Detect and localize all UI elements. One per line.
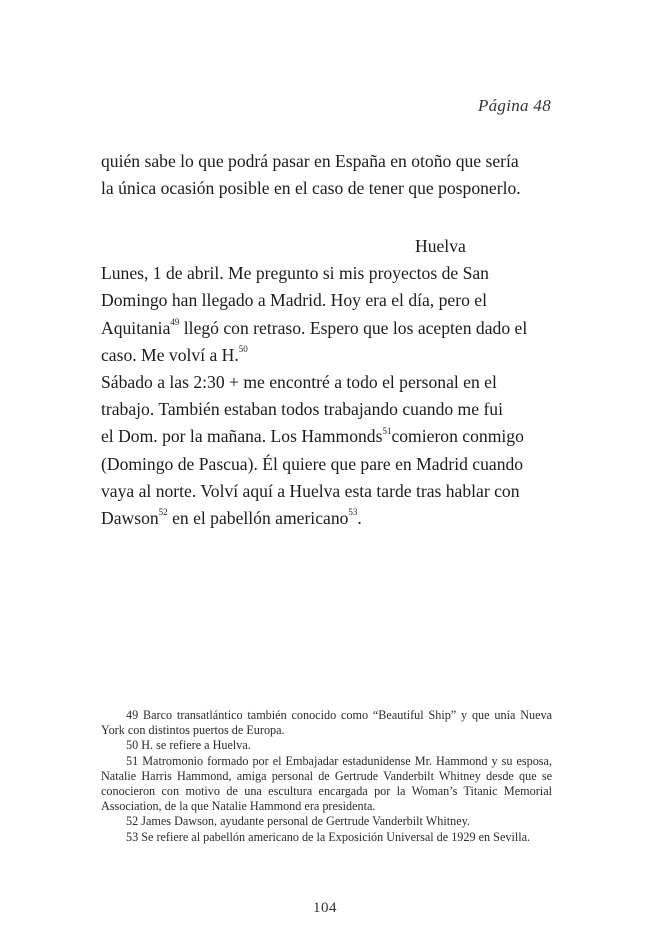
footnote: 52 James Dawson, ayudante personal de Gertrude Vanderbilt Whitney.	[126, 814, 470, 829]
footnote: 53 Se refiere al pabellón americano de la Exposición Universal de 1929 en Sevilla.	[126, 829, 531, 844]
text-segment: Lunes, 1 de abril. Me pregunto si mis proyectos de San	[101, 263, 489, 284]
text-segment: (Domingo de Pascua). Él quiere que pare en Madrid cuando	[101, 453, 524, 474]
page-number: 104	[313, 900, 337, 916]
text-line	[101, 451, 561, 478]
place-heading: Huelva	[415, 236, 466, 256]
text-line	[101, 260, 561, 287]
text-segment: caso. Me volví a H.	[101, 344, 239, 365]
entry-body	[101, 260, 561, 532]
text-segment: .	[357, 508, 362, 529]
diary-entry	[101, 233, 561, 532]
text-line	[101, 478, 561, 505]
footnote-reference: 53	[348, 507, 358, 518]
text-line	[101, 505, 561, 532]
footnote-reference: 49	[170, 316, 180, 327]
text-segment: vaya al norte. Volví aquí a Huelva esta tarde tras hablar con	[101, 480, 520, 501]
continuation-paragraph	[101, 148, 561, 202]
text-line: la única ocasión posible en el caso de tener que posponerlo.	[101, 178, 521, 199]
text-segment: trabajo. También estaban todos trabajando cuando me fui	[101, 399, 503, 420]
page-header-label: Página 48	[477, 96, 551, 115]
footnote: 51 Matromonio formado por el Embajadar estadunidense Mr. Hammond y su esposa, Natalie Harris Hammond, amiga personal de Gertrude Vanderbilt Whitney desde que se conocieron con motivo de una escultura encargada por la Woman’s Titanic Memorial Association, de la que Natalie Hammond era presidenta.	[101, 753, 552, 814]
text-line	[101, 396, 561, 423]
text-segment: Dawson	[101, 508, 159, 529]
text-segment: Aquitania	[101, 317, 171, 338]
text-segment: Sábado a las 2:30 + me encontré a todo el personal en el	[101, 372, 497, 393]
text-line: quién sabe lo que podrá pasar en España en otoño que sería	[101, 151, 519, 171]
text-line	[101, 342, 561, 369]
text-line	[101, 315, 561, 342]
footnotes	[101, 708, 552, 845]
footnote-reference: 52	[158, 507, 168, 518]
footnote-reference: 51	[382, 425, 392, 436]
text-segment: comieron conmigo	[391, 426, 524, 447]
text-line	[101, 287, 561, 314]
footnote: 50 H. se refiere a Huelva.	[126, 738, 251, 753]
text-segment: el Dom. por la mañana. Los Hammonds	[101, 426, 383, 447]
text-segment: llegó con retraso. Espero que los acepten dado el	[179, 317, 528, 338]
footnote-reference: 50	[238, 343, 248, 354]
footnote: 49 Barco transatlántico también conocido como “Beautiful Ship” y que unía Nueva York con distintos puertos de Europa.	[101, 708, 552, 738]
text-segment: en el pabellón americano	[167, 508, 349, 529]
text-line	[101, 369, 561, 396]
text-segment: Domingo han llegado a Madrid. Hoy era el día, pero el	[101, 290, 487, 311]
text-line	[101, 423, 561, 450]
